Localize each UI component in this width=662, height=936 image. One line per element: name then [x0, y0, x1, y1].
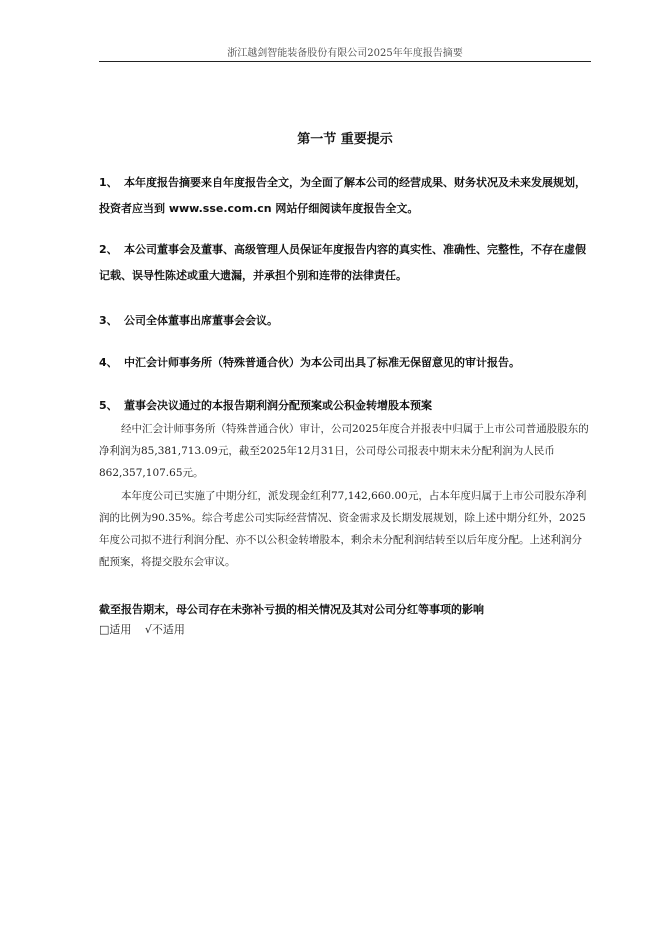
page-header: 浙江越剑智能装备股份有限公司2025年年度报告摘要 [227, 48, 463, 59]
item-number: 4、 [99, 356, 118, 369]
item-text: 公司全体董事出席董事会会议。 [124, 314, 278, 327]
notice-item-4 [99, 350, 591, 376]
option-applicable: □适用 [99, 623, 132, 636]
profit-paragraph-1: 经中汇会计师事务所（特殊普通合伙）审计，公司2025年度合并报表中归属于上市公司普通股股东的净利润为85,381,713.09元，截至2025年12月31日，公司母公司报表中期末未分配利润为人民币862,357,107.65元。 [99, 423, 589, 479]
notice-item-3 [99, 308, 591, 334]
item-text: 董事会决议通过的本报告期利润分配预案或公积金转增股本预案 [124, 399, 432, 412]
item-number: 5、 [99, 399, 118, 412]
item-number: 3、 [99, 314, 118, 327]
section-title: 第一节 重要提示 [297, 132, 393, 147]
notice-item-5 [99, 393, 591, 419]
profit-paragraph-2: 本年度公司已实施了中期分红，派发现金红利77,142,660.00元，占本年度归属于上市公司股东净利润的比例为90.35%。综合考虑公司实际经营情况、资金需求及长期发展规划，除上述中期分红外，2025年度公司拟不进行利润分配、亦不以公积金转增股本，剩余未分配利润结转至以后年度分配。上述利润分配预案，将提交股东会审议。 [99, 490, 587, 568]
item-text: 中汇会计师事务所（特殊普通合伙）为本公司出具了标准无保留意见的审计报告。 [124, 356, 520, 369]
item-text: 本年度报告摘要来自年度报告全文，为全面了解本公司的经营成果、财务状况及未来发展规划，投资者应当到 www.sse.com.cn 网站仔细阅读年度报告全文。 [99, 176, 586, 215]
header-divider [99, 61, 591, 62]
item-number: 1、 [99, 176, 118, 189]
notice-item-2 [99, 237, 591, 289]
item-number: 2、 [99, 243, 118, 256]
item-text: 本公司董事会及董事、高级管理人员保证年度报告内容的真实性、准确性、完整性，不存在虚假记载、误导性陈述或重大遗漏，并承担个别和连带的法律责任。 [99, 243, 586, 282]
applicability-options [99, 621, 195, 637]
notice-item-1 [99, 170, 591, 222]
deficit-title: 截至报告期末，母公司存在未弥补亏损的相关情况及其对公司分红等事项的影响 [99, 603, 484, 616]
option-not-applicable: √不适用 [144, 623, 185, 636]
